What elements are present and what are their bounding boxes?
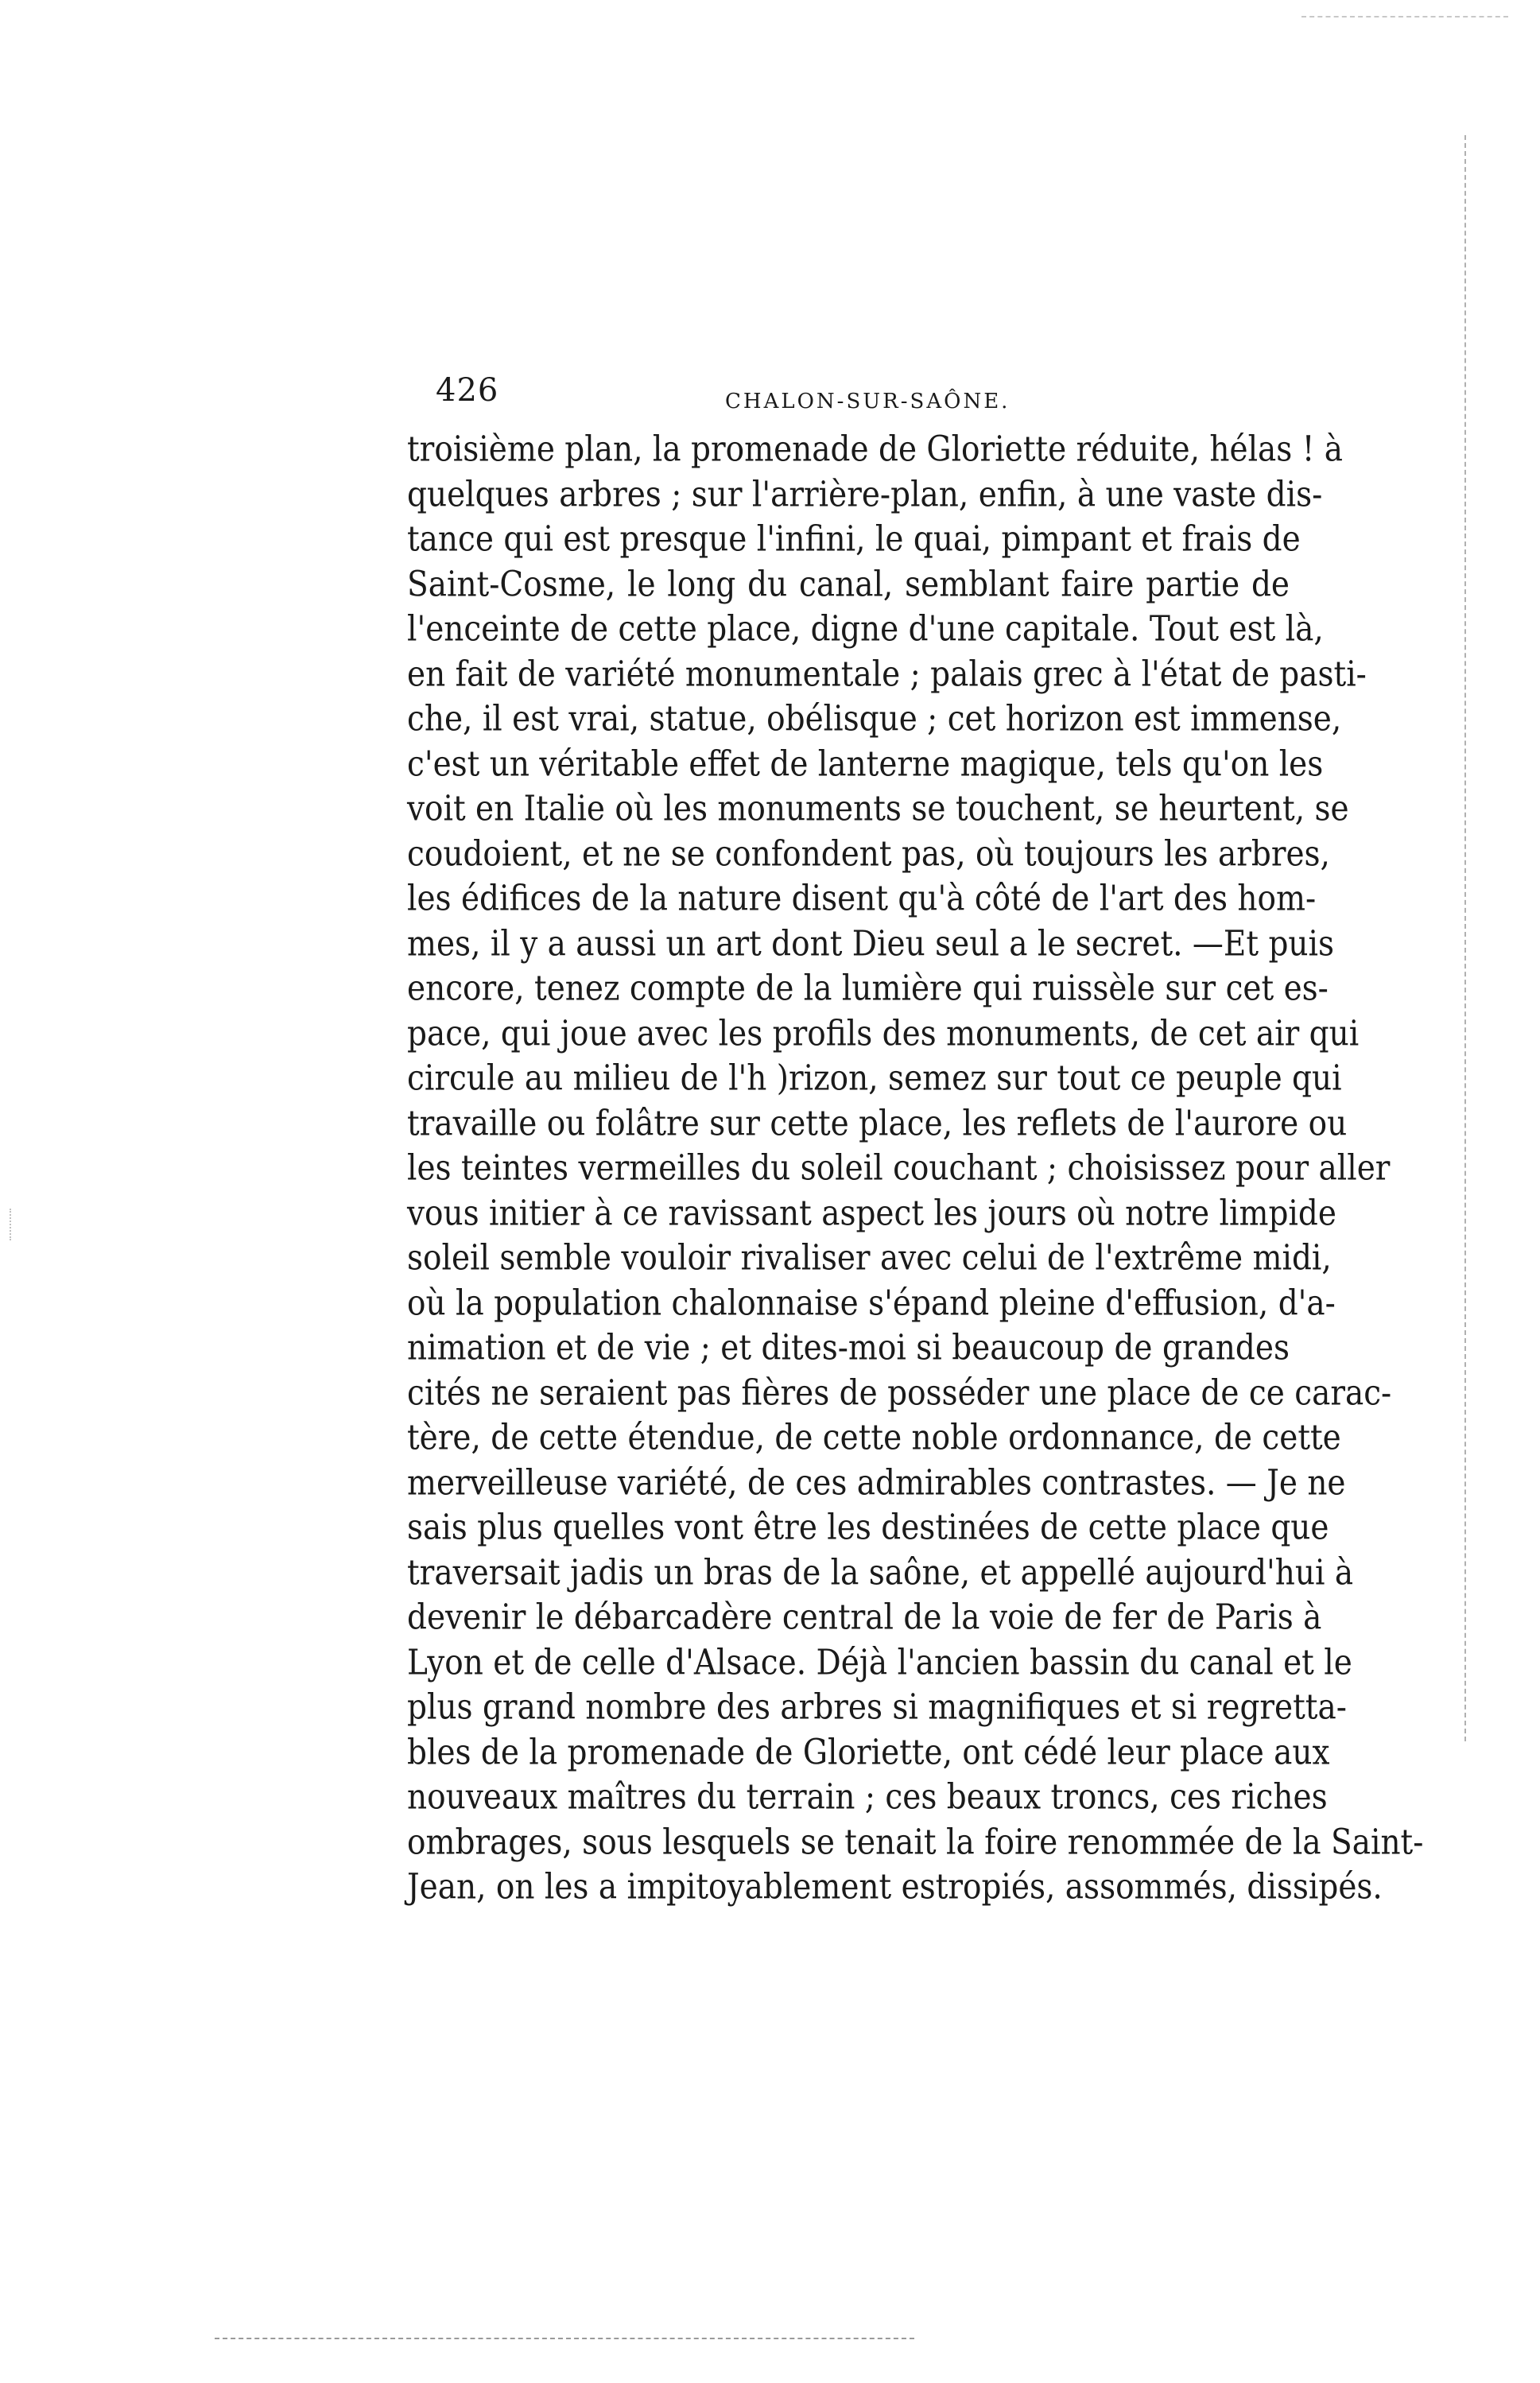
text-line: bles de la promenade de Gloriette, ont cédé leur place aux [407,1732,1330,1773]
scan-edge-dash-bottom [215,2338,914,2339]
text-line: les édifices de la nature disent qu'à côté de l'art des hom- [407,879,1317,919]
text-line: ombrages, sous lesquels se tenait la foire renommée de la Saint- [407,1822,1424,1863]
running-title: CHALON-SUR-SAÔNE. [725,390,1011,413]
text-line: tance qui est presque l'infini, le quai, pimpant et frais de [407,519,1301,560]
text-line: où la population chalonnaise s'épand pleine d'effusion, d'a- [407,1283,1336,1324]
text-line: plus grand nombre des arbres si magnifiques et si regretta- [407,1687,1347,1728]
text-line: Saint-Cosme, le long du canal, semblant faire partie de [407,564,1290,605]
text-line: soleil semble vouloir rivaliser avec celui de l'extrême midi, [407,1238,1332,1279]
text-line: encore, tenez compte de la lumière qui ruissèle sur cet es- [407,968,1329,1009]
text-line: sais plus quelles vont être les destinées de cette place que [407,1508,1329,1548]
text-line: mes, il y a aussi un art dont Dieu seul a le secret. —Et puis [407,923,1335,964]
body-text [407,428,1424,1911]
text-line: les teintes vermeilles du soleil couchant ; choisissez pour aller [407,1148,1391,1189]
text-line: vous initier à ce ravissant aspect les jours où notre limpide [407,1193,1336,1234]
text-line: voit en Italie où les monuments se touchent, se heurtent, se [407,789,1349,829]
text-line: che, il est vrai, statue, obélisque ; cet horizon est immense, [407,699,1342,739]
text-line: nimation et de vie ; et dites-moi si beaucoup de grandes [407,1328,1290,1368]
text-line: coudoient, et ne se confondent pas, où toujours les arbres, [407,833,1330,875]
text-line: c'est un véritable effet de lanterne magique, tels qu'on les [407,743,1324,785]
text-line: en fait de variété monumentale ; palais grec à l'état de pasti- [407,654,1367,695]
text-line: tère, de cette étendue, de cette noble ordonnance, de cette [407,1418,1341,1458]
scan-edge-dash-top [1301,16,1508,17]
text-line: circule au milieu de l'h )rizon, semez sur tout ce peuple qui [407,1058,1342,1099]
text-line: traversait jadis un bras de la saône, et appellé aujourd'hui à [407,1552,1354,1593]
text-line: l'enceinte de cette place, digne d'une capitale. Tout est là, [407,609,1324,650]
text-line: travaille ou folâtre sur cette place, les reflets de l'aurore ou [407,1103,1348,1144]
text-line: quelques arbres ; sur l'arrière-plan, enfin, à une vaste dis- [407,474,1323,515]
text-line: nouveaux maîtres du terrain ; ces beaux troncs, ces riches [407,1777,1328,1818]
text-line: Jean, on les a impitoyablement estropiés, assommés, dissipés. [407,1867,1383,1908]
text-line: pace, qui joue avec les profils des monuments, de cet air qui [407,1013,1360,1054]
text-line: merveilleuse variété, de ces admirables contrastes. — Je ne [407,1462,1346,1504]
text-line: Lyon et de celle d'Alsace. Déjà l'ancien bassin du canal et le [407,1642,1352,1683]
scan-edge-rule-right [1464,135,1466,1741]
page-number: 426 [436,372,499,409]
text-line: devenir le débarcadère central de la voie de fer de Paris à [407,1597,1322,1638]
text-line: troisième plan, la promenade de Gloriette réduite, hélas ! à [407,429,1344,470]
scan-edge-dots-left [10,1209,11,1240]
text-line: cités ne seraient pas fières de posséder une place de ce carac- [407,1372,1392,1414]
